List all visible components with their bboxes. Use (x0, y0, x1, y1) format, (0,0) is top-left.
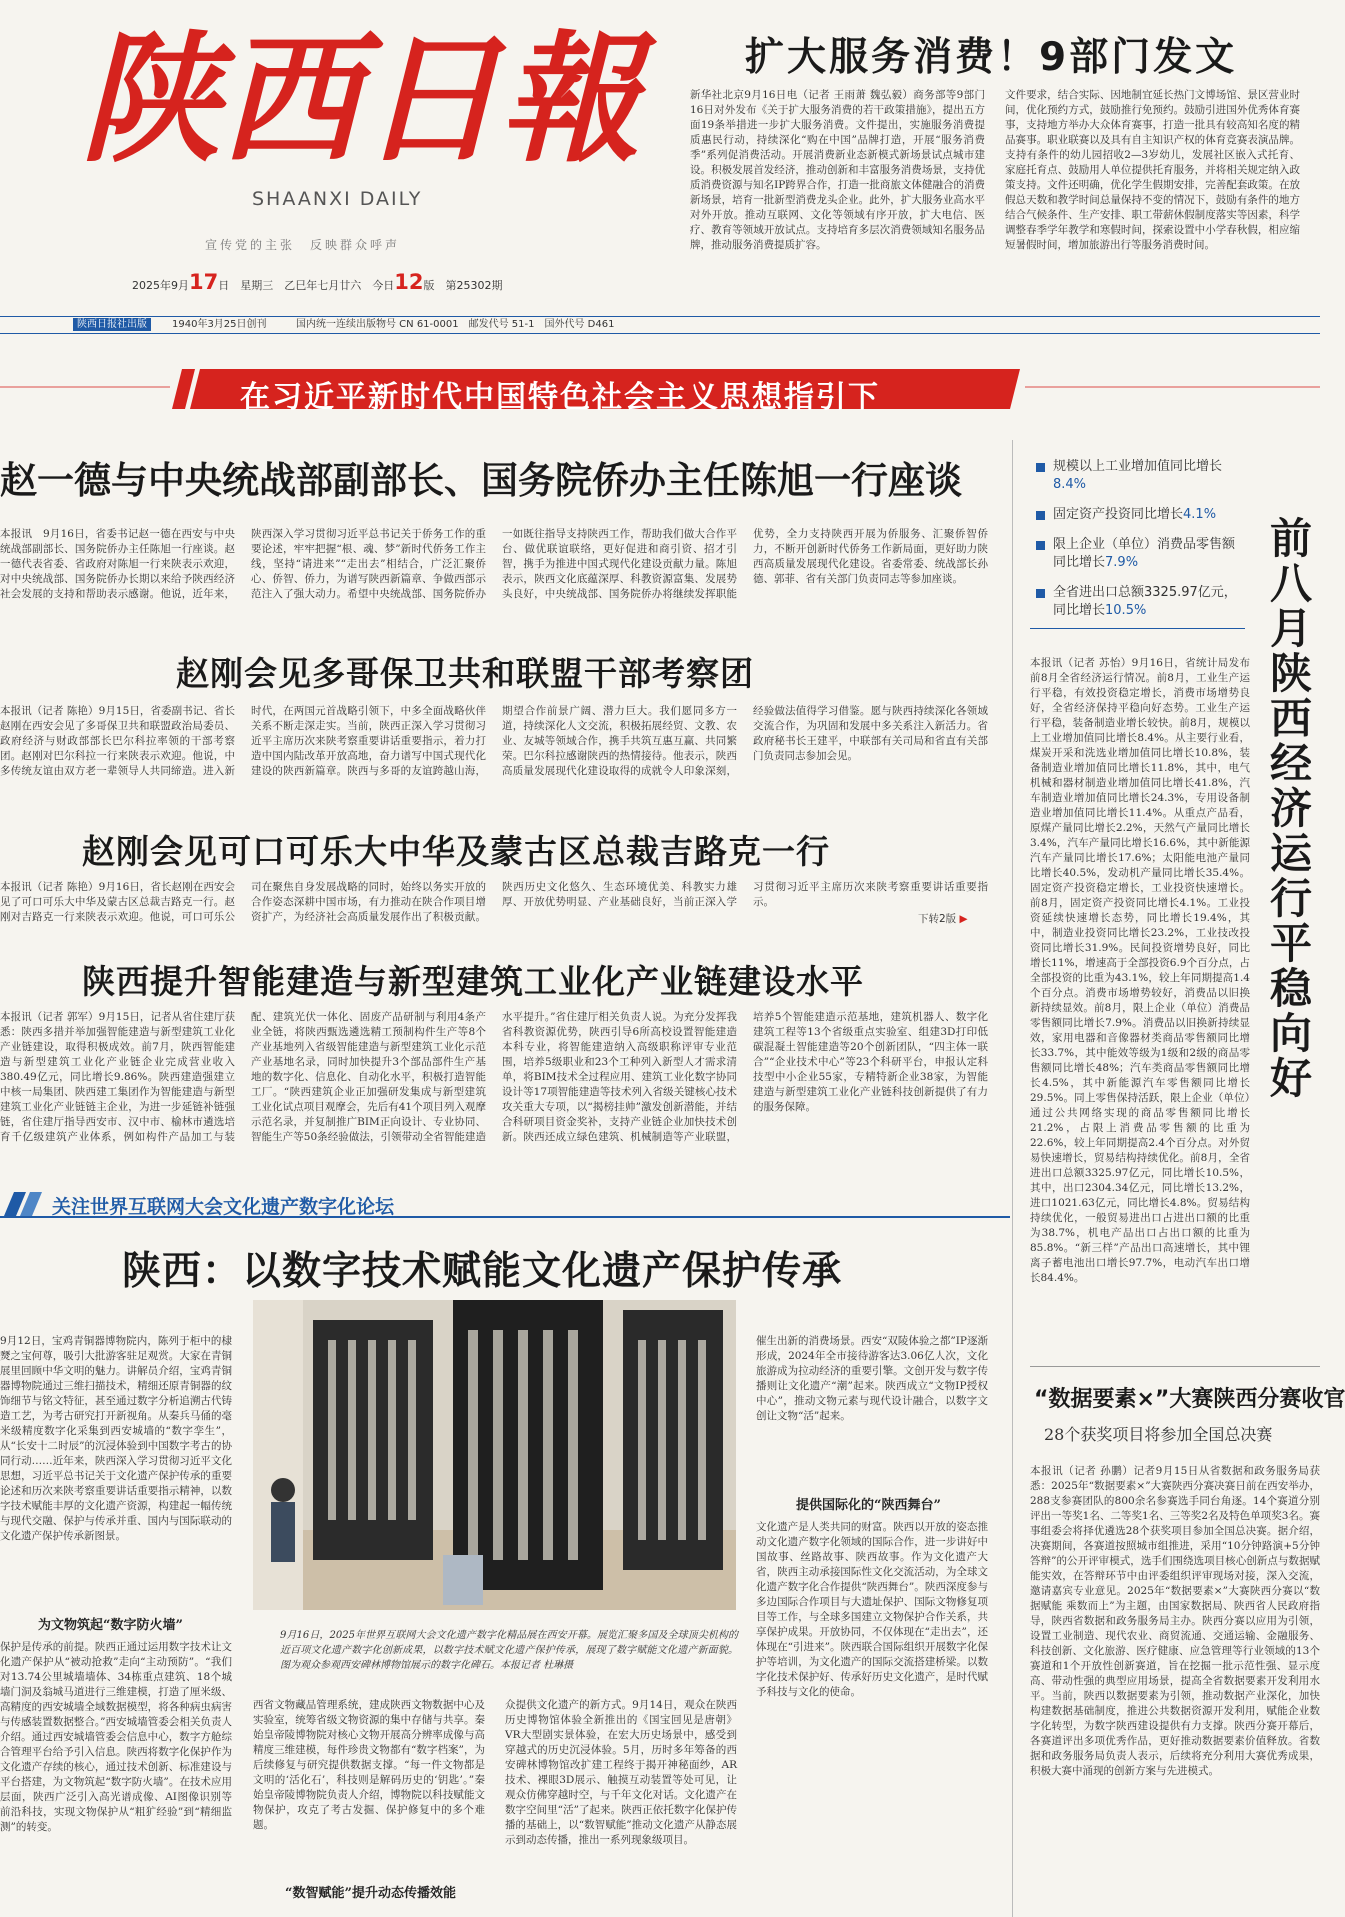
date-line (132, 270, 502, 294)
vertical-headline: 前八月陕西经济运行平稳向好 (1264, 516, 1313, 1101)
bullet-square-icon (1036, 541, 1045, 550)
article2-headline: 赵刚会见多哥保卫共和联盟干部考察团 (176, 654, 754, 693)
stat-value: 8.4% (1053, 477, 1087, 492)
logo-pinyin: SHAANXI DAILY (252, 188, 423, 210)
stat-value: 4.1% (1183, 507, 1217, 522)
top-story-col2: 文件要求，结合实际、因地制宜延长热门文博场馆、景区营业时间，优化预约方式，鼓励推行免预约。鼓励引进国外优秀体育赛事，支持地方举办大众体育赛事，打造一批具有较高知名度的精品赛事。职业联赛以及具有自主知识产权的体育竞赛表演品牌。支持有条件的幼儿园招收2—3岁幼儿，发展社区嵌入式托育、家庭托育点、鼓励用人单位提供托育服务，并将相关规定纳入政策支持。文件还明确，优化学生假期安排，完善配套政策。在放假总天数和教学时间总量保持不变的情况下，鼓励有条件的地方结合气候条件、生产安排、职工带薪休假制度落实等因素，科学调整春季学年教学和寒假时间，探索设置中小学春秋假，相应缩短暑假时间，增加旅游出行等服务消费时间。 (1005, 89, 1300, 251)
masthead (0, 0, 1320, 310)
date-prefix: 2025年9月 (132, 279, 189, 292)
article1-body: 本报讯 9月16日，省委书记赵一德在西安与中央统战部副部长、国务院侨办主任陈旭一行座谈。赵一德代表省委、省政府对陈旭一行来陕表示欢迎，对中央统战部、国务院侨办长期以来给予陕西经济社会发展的支持和帮助表示感谢。他说，近年来，陕西深入学习贯彻习近平总书记关于侨务工作的重要论述，牢牢把握“根、魂、梦”新时代侨务工作主线，坚持“请进来”“走出去”相结合，广泛汇聚侨心、侨智、侨力，为谱写陕西新篇章、争做西部示范注入了强大动力。希望中央统战部、国务院侨办一如既往指导支持陕西工作，帮助我们做大合作平台、做优联谊联络，更好促进和商引资、招才引智，携手为推进中国式现代化建设贡献力量。陈旭表示，陕西文化底蕴深厚、科教资源富集、发展势头良好，中央统战部、国务院侨办将继续发挥职能优势，全力支持陕西开展为侨服务、汇聚侨智侨力，不断开创新时代侨务工作新局面，更好助力陕西高质量发展现代化建设。省委常委、统战部长孙德、郭菲、省有关部门负责同志等参加座谈。 (0, 528, 988, 600)
stat-item-trade (1036, 584, 1246, 620)
top-story-col1: 新华社北京9月16日电（记者 王雨萧 魏弘毅）商务部等9部门16日对外发布《关于扩大服务消费的若干政策措施》，提出五方面19条举措进一步扩大服务消费。文件提出，实施服务消费提质惠民行动，持续深化“购在中国”品牌打造，开展“服务消费季”系列促消费活动。开展消费新业态新模式新场景试点城市建设。积极发展首发经济，推动创新和丰富服务消费场景，支持优质消费资源与知名IP跨界合作，打造一批商旅文体健融合的消费新场景，培育一批新型消费龙头企业。此外，扩大服务业高水平对外开放。推动互联网、文化等领域有序开放，扩大电信、医疗、教育等领域开放试点。支持培育多层次消费领域知名服务品牌，推动服务消费提质扩容。 (690, 89, 985, 251)
date-suffix: 日 星期三 乙巳年七月廿六 今日 (218, 279, 395, 292)
sidebar-divider (1012, 440, 1013, 1917)
stat-label: 全省进出口总额3325.97亿元，同比增长 (1053, 585, 1237, 618)
stat-label: 限上企业（单位）消费品零售额同比增长 (1053, 537, 1236, 570)
stele-exhibition-photo-icon (253, 1300, 736, 1610)
page-count: 12 (394, 270, 424, 294)
arrow-right-icon: ▶ (959, 913, 968, 925)
digital-body: 本报讯（记者 孙鹏）记者9月15日从省数据和政务服务局获悉：2025年“数据要素×”大赛陕西分赛决赛日前在西安举办，288支参赛团队的800余名参赛选手同台角逐。14个赛道分别评出一等奖1名、二等奖1名、三等奖2名及特色单项奖3名。赛事组委会将择优遴选28个获奖项目参加全国总决赛。据介绍，决赛期间，各赛道按照城市组推进，采用“10分钟路演+5分钟答辩”的公开评审模式，选手们围绕选项目核心创新点与数据赋能实效，在答辩环节中由评委组织评审现场对接，深入交流，邀请嘉宾专业意见。2025年“数据要素×”大赛陕西分赛以“数据赋能 乘数而上”为主题，由国家数据局、陕西省人民政府指导，陕西省数据和政务服务局主办。陕西分赛以应用为引领，设置工业制造、现代农业、商贸流通、交通运输、金融服务、科技创新、文化旅游、医疗健康、应急管理等行业领域的13个赛道和1个开放性创新赛道，旨在挖掘一批示范性强、显示度高、带动性强的典型应用场景，提高全省数据要素开发利用水平。当前，陕西以数据要素为引领，推动数据产业深化，加快构建数据基础制度，推进公共数据资源开发利用，赋能企业数字化转型，为数字陕西建设提供有力支撑。陕西分赛开幕后，各赛道评出多项优秀作品，更好推动数据要素价值释放。省数据和政务服务局负责人表示，后续将充分利用大赛优秀成果，积极大赛中涌现的创新方案与先进模式。 (1030, 1465, 1320, 1777)
stat-label: 固定资产投资同比增长 (1053, 507, 1184, 522)
article2-body: 本报讯（记者 陈艳）9月15日，省委副书记、省长赵刚在西安会见了多哥保卫共和联盟政治局委员、政府经济与财政部部长巴尔科拉率领的干部考察团。赵刚对巴尔科拉一行来陕表示欢迎。他说，中多传统友谊由双方老一辈领导人共同缔造。进入新时代，在两国元首战略引领下，中多全面战略伙伴关系不断走深走实。当前，陕西正深入学习贯彻习近平主席历次来陕考察重要讲话重要指示，着力打造中国内陆改革开放高地，奋力谱写中国式现代化建设的陕西新篇章。陕西与多哥的友谊跨越山海，期望合作前景广阔、潜力巨大。我们愿同多方一道，持续深化人文交流，积极拓展经贸、文教、农业、友城等领域合作，携手共筑互惠互赢、共同繁荣。巴尔科拉感谢陕西的热情接待。他表示，陕西高质量发展现代化建设取得的成就令人印象深刻，经验做法值得学习借鉴。愿与陕西持续深化各领域交流合作，为巩固和发展中多关系注入新活力。省政府秘书长王建平，中联部有关司局和省直有关部门负责同志参加会见。 (0, 705, 988, 777)
stat-item-investment (1036, 506, 1246, 524)
feature-subhead2: “数智赋能”提升动态传播效能 (285, 1886, 456, 1901)
digital-headline: “数据要素×”大赛陕西分赛收官 (1034, 1387, 1345, 1412)
top-story-headline: 扩大服务消费！9部门发文 (745, 35, 1238, 80)
bullet-square-icon (1036, 589, 1045, 598)
photo-caption: 9月16日，2025年世界互联网大会文化遗产数字化精品展在西安开幕。展览汇聚多国及全球顶尖机构的近百项文化遗产数字化创新成果，以数字技术赋文化遗产保护传承，展现了数字赋能文化遗产新面貌。图为观众参观西安碑林博物馆展示的数字化碑石。本报记者 杜琳摄 (280, 1630, 738, 1671)
article4-body: 本报讯（记者 郭军）9月15日，记者从省住建厅获悉：陕西多措并举加强智能建造与新型建筑工业化产业链建设，取得积极成效。前7月，陕西智能建造与新型建筑工业化产业链企业完成营业收入380.49亿元，同比增长9.86%。陕西建造强建立中核一局集团、陕西建工集团作为智能建造与新型建筑工业化产业链链主企业，为进一步延链补链强链，省住建厅指导西安市、汉中市、榆林市遴选培育千亿级建筑产业体系，例如构件产品加工与装配、建筑光伏一体化、固废产品研制与利用4条产业全链，将陕西甄选遴选精工预制构件生产等8个产业基地列入省级智能建造与新型建筑工业化示范产业基地名录，同时加快提升3个部品部件生产基地的数字化、信息化、自动化水平，积极打造智能工厂。“陕西建筑企业正加强研发集成与新型建筑工业化试点项目观摩会，先后有41个项目列入观摩示范名录，并复制推广BIM正向设计、专业协同、智能生产等50条经验做法，引领带动全省智能建造水平提升。”省住建厅相关负责人说。为充分发挥我省科教资源优势，陕西引导6所高校设置智能建造本科专业，将智能建造纳入高级职称评审专业范围，培养5级职业和23个工种列入新型人才需求清单，将BIM技术全过程应用、建筑工业化数字协同设计等17项智能建造等技术列入省级关键核心技术攻关重大专项，以“揭榜挂帅”激发创新潜能，并结合科研项目资金奖补，支持产业链企业加快技术创新。陕西还成立绿色建筑、机械制造等产业联盟，培养5个智能建造示范基地，建筑机器人、数字化建筑工程等13个省级重点实验室、组建3D打印低碳混凝土智能建造等20个创新团队，“四主体一联合”“企业技术中心”等23个科研平台，申报认定科技型中小企业55家，专精特新企业38家，为智能建造与新型建筑工业化产业链科技创新提供了有力的服务保障。 (0, 1011, 988, 1143)
feature-col3: 众提供文化遗产的新方式。9月14日，观众在陕西历史博物馆体验全新推出的《国宝回见是唐朝》VR大型剧实景体验，在宏大历史场景中，感受到穿越式的历史沉浸体验。5月，历时多年筹备的西安碑林博物馆改扩建工程终于揭开神秘面纱，AR技术、裸眼3D展示、触摸互动装置等处可见，让观众仿佛穿越时空，与千年文化对话。文化遗产在数字空间里“活”了起来。陕西正依托数字化保护传播的基础上，以“数智赋能”推动文化遗产从静态展示到动态传播，推出一系列现象级项目。 (505, 1699, 737, 1846)
newspaper-logo (80, 18, 641, 182)
section-tag-text: 关注世界互联网大会文化遗产数字化论坛 (52, 1196, 395, 1218)
feature-col1: 9月12日，宝鸡青铜器博物院内，陈列于柜中的棣燹之宝何尊，吸引大批游客驻足观赏。大家在青铜展里回顾中华文明的魅力。讲解员介绍，宝鸡青铜器博物院通过三维扫描技术，精细还原青铜器的纹饰细节与铭文特征，甚至通过数字分析追溯古代铸造工艺，为考古研究打开新视角。从秦兵马俑的毫米级精度数字化采集到西安城墙的“数字孪生”，从“长安十二时辰”的沉浸体验到中国数字考古的协同行动……近年来，陕西深入学习贯彻习近平文化思想，习近平总书记关于文化遗产保护传承的重要论述和历次来陕考察重要讲话重要指示精神，以数字技术赋能丰厚的文化遗产资源，构建起一幅传统与现代交融、保护与传承并重、国内与国际联动的文化遗产保护传承新图景。 (0, 1335, 232, 1542)
feature-subhead3: 提供国际化的“陕西舞台” (796, 1498, 941, 1513)
stat-item-industry (1036, 458, 1246, 494)
article1-headline: 赵一德与中央统战部副部长、国务院侨办主任陈旭一行座谈 (0, 459, 962, 502)
issue-number: 版 第25302期 (423, 279, 503, 292)
feature-col1b: 保护是传承的前提。陕西正通过运用数字技术让文化遗产保护从“被动抢救”走向“主动预防”。“我们对13.74公里城墙墙体、34栋重点建筑、18个城墙门洞及翁城马道进行三维建模，打造了厘米级、高精度的西安城墙全域数据模型，将各种病虫病害与传感装置数据整合。”西安城墙管委会相关负责人介绍。通过西安城墙管委会信息中心，数字方舱综合管理平台给予引入信息。陕西将数字化保护作为文化遗产存续的核心，通过技术创新、标准建设与平台搭建，为文物筑起“数字防火墙”。在技术应用层面，陕西广泛引入高光谱成像、AI图像识别等前沿科技，实现文物保护从“粗犷经验”到“精细监测”的转变。 (0, 1641, 232, 1833)
bullet-square-icon (1036, 463, 1045, 472)
digital-divider (1030, 1366, 1320, 1367)
publisher-badge: 陕西日报社出版 (73, 318, 151, 331)
feature-headline: 陕西：以数字技术赋能文化遗产保护传承 (122, 1249, 843, 1294)
stat-value: 10.5% (1105, 603, 1147, 618)
jump-to-page2[interactable] (918, 911, 968, 926)
logo-calligraphy-icon (80, 18, 641, 182)
founded-date: 1940年3月25日创刊 (172, 319, 267, 330)
stats-box (1036, 458, 1246, 632)
feature-col4: 催生出新的消费场景。西安“双陵体验之都”IP逐渐形成，2024年全市接待游客达3.06亿人次，文化旅游成为拉动经济的重要引擎。文创开发与数字传播则让文化遗产“潮”起来。陕西成立“文物IP授权中心”，推动文物元素与现代设计融合，以数字文创让文物“活”起来。 (756, 1335, 988, 1422)
logo-text: 陕西日報 (80, 18, 641, 182)
article3-headline: 赵刚会见可口可乐大中华及蒙古区总裁吉路克一行 (82, 832, 830, 871)
jump-label: 下转2版 (918, 913, 957, 925)
feature-photo (253, 1300, 736, 1610)
article4-headline: 陕西提升智能建造与新型建筑工业化产业链建设水平 (82, 962, 864, 1001)
stat-item-retail (1036, 536, 1246, 572)
section-tag (0, 1190, 1020, 1218)
feature-col2: 西省文物藏品管理系统，建成陕西文物数据中心及实验室，统筹省级文物资源的集中存储与共享。秦始皇帝陵博物院对核心文物开展高分辨率成像与高精度三维建模，每件珍贵文物都有“数字档案”，为后续修复与研究提供数据支撑。“每一件文物都是文明的‘活化石’，科技则是解码历史的‘钥匙’。”秦始皇帝陵博物院负责人介绍，博物院以科技赋能文物保护，攻克了考古发掘、保护修复中的多个难题。 (253, 1699, 485, 1831)
digital-subheadline: 28个获奖项目将参加全国总决赛 (1044, 1425, 1273, 1444)
stat-label: 规模以上工业增加值同比增长 (1053, 459, 1223, 474)
bullet-square-icon (1036, 511, 1045, 520)
slogan: 宣传党的主张 反映群众呼声 (205, 238, 401, 252)
sidebar-economy-body: 本报讯（记者 苏怡）9月16日，省统计局发布前8月全省经济运行情况。前8月，工业生产运行平稳，有效投资稳定增长，消费市场增势良好，全省经济保持平稳向好态势。工业生产运行平稳，装备制造业增长较快。前8月，规模以上工业增加值同比增长8.4%。从主要行业看，煤炭开采和洗选业增加值同比增长10.8%，装备制造业增加值同比增长11.8%，其中，电气机械和器材制造业增加值同比增长41.8%，汽车制造业增加值同比增长24.3%，专用设备制造业增加值同比增长11.4%。从重点产品看，原煤产量同比增长2.2%，天然气产量同比增长3.4%，汽车产量同比增长16.6%，其中新能源汽车产量同比增长17.6%；太阳能电池产量同比增长40.5%，发动机产量同比增长35.4%。固定资产投资稳定增长，工业投资快速增长。前8月，固定资产投资同比增长4.1%。工业投资延续快速增长态势，同比增长19.4%，其中，制造业投资同比增长23.2%，工业技改投资同比增长31.9%。民间投资增势良好，同比增长11%，增速高于全部投资6.9个百分点，占全部投资的比重为43.1%，较上年同期提高1.4个百分点。消费市场增势较好，消费品以旧换新持续显效。前8月，限上企业（单位）消费品零售额同比增长7.9%。消费品以旧换新持续显效，家用电器和音像器材类商品零售额同比增长33.7%，其中能效等级为1级和2级的商品零售额同比增长48%；汽车类商品零售额同比增长4.5%，其中新能源汽车零售额同比增长29.5%。同上零售保持活跃，限上企业（单位）通过公共网络实现的商品零售额同比增长21.2%，占限上消费品零售额的比重为22.6%，较上年同期提高2.4个百分点。对外贸易快速增长，贸易结构持续优化。前8月，全省进出口总额3325.97亿元，同比增长10.5%，其中，出口2304.34亿元，同比增长13.2%，进口1021.63亿元，同比增长4.8%。贸易结构持续优化，一般贸易进出口占进出口额的比重为38.7%，机电产品出口占出口额的比重为85.8%。“新三样”产品出口高速增长，其中锂离子蓄电池出口增长97.7%，电动汽车出口增长84.4%。 (1030, 657, 1250, 1284)
stat-value: 7.9% (1105, 555, 1139, 570)
banner-text: 在习近平新时代中国特色社会主义思想指引下 (240, 380, 880, 415)
feature-col4b: 文化遗产是人类共同的财富。陕西以开放的姿态推动文化遗产数字化领域的国际合作，进一步讲好中国故事、丝路故事、陕西故事。作为文化遗产大省，陕西主动承接国际性文化交流活动，为全球文化遗产数字化合作提供“陕西舞台”。陕西深度参与多边国际合作项目与大遗址保护、国际文物修复项目等工作，与全球多国建立文物保护合作关系，共享保护成果。开放协同，不仅体现在“走出去”，还体现在“引进来”。陕西联合国际组织开展数字化保护等培训，为文化遗产的国际交流搭建桥梁。以数字化技术保护好、传承好历史文化遗产，是时代赋予科技与文化的使命。 (756, 1521, 988, 1698)
feature-subhead1: 为文物筑起“数字防火墙” (38, 1618, 183, 1633)
cn-number: 国内统一连续出版物号 CN 61-0001 邮发代号 51-1 国外代号 D461 (296, 319, 615, 330)
date-day: 17 (189, 270, 219, 294)
stats-divider (1030, 628, 1245, 629)
theme-banner (0, 366, 1320, 415)
article3-body: 本报讯（记者 陈艳）9月16日，省长赵刚在西安会见了可口可乐大中华及蒙古区总裁吉路克一行。赵刚对吉路克一行来陕表示欢迎。他说，可口可乐公司在聚焦自身发展战略的同时，始终以务实开放的合作姿态深耕中国市场，有力推动在陕合作项目增资扩产，为经济社会高质量发展作出了积极贡献。陕西历史文化悠久、生态环境优美、科教实力雄厚、开放优势明显、产业基础良好，当前正深入学习贯彻习近平主席历次来陕考察重要讲话重要指示。 (0, 881, 988, 923)
